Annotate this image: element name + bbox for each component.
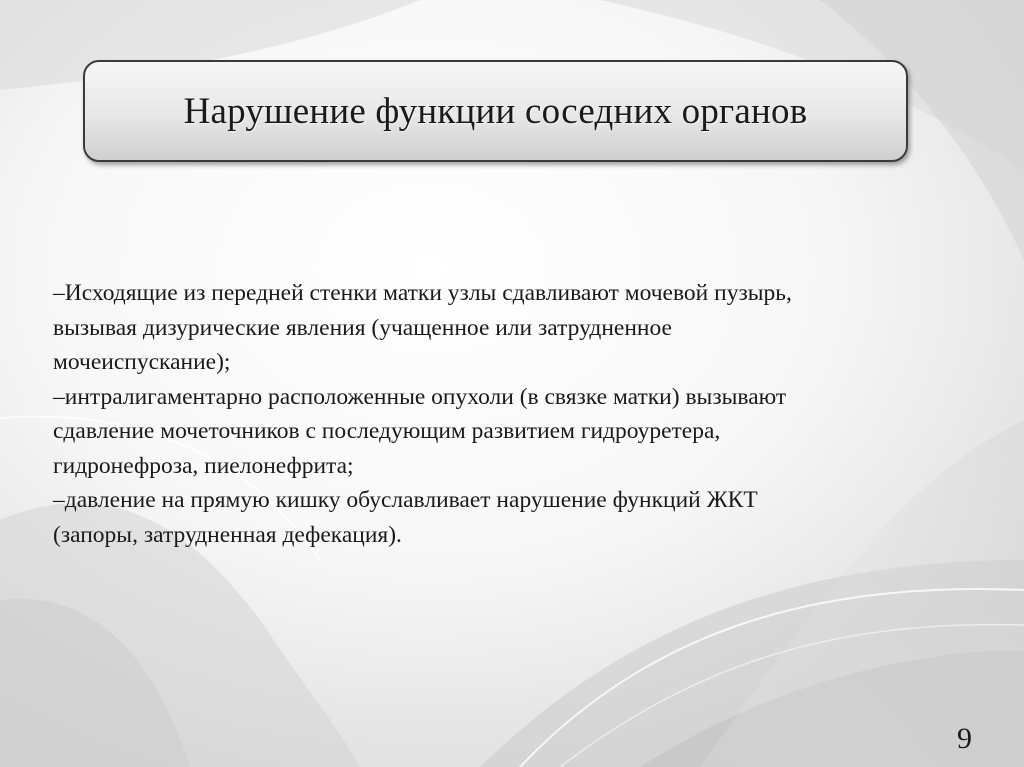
body-line: (запоры, затрудненная дефекация). — [53, 521, 402, 548]
body-line: –Исходящие из передней стенки матки узлы сдавливают мочевой пузырь, — [53, 280, 792, 306]
body-line: вызывая дизурические явления (учащенное или затрудненное — [53, 314, 672, 341]
page-number: 9 — [957, 722, 972, 755]
body-line: гидронефроза, пиелонефрита; — [53, 452, 354, 479]
body-line: мочеиспускание); — [53, 349, 231, 375]
body-line: сдавление мочеточников с последующим развитием гидроуретера, — [53, 418, 721, 444]
slide-body — [53, 276, 983, 552]
body-line: –интралигаментарно расположенные опухоли (в связке матки) вызывают — [53, 383, 787, 410]
slide-title: Нарушение функции соседних органов — [183, 90, 808, 132]
body-line: –давление на прямую кишку обуславливает нарушение функций ЖКТ — [53, 487, 758, 513]
title-box — [83, 60, 908, 162]
